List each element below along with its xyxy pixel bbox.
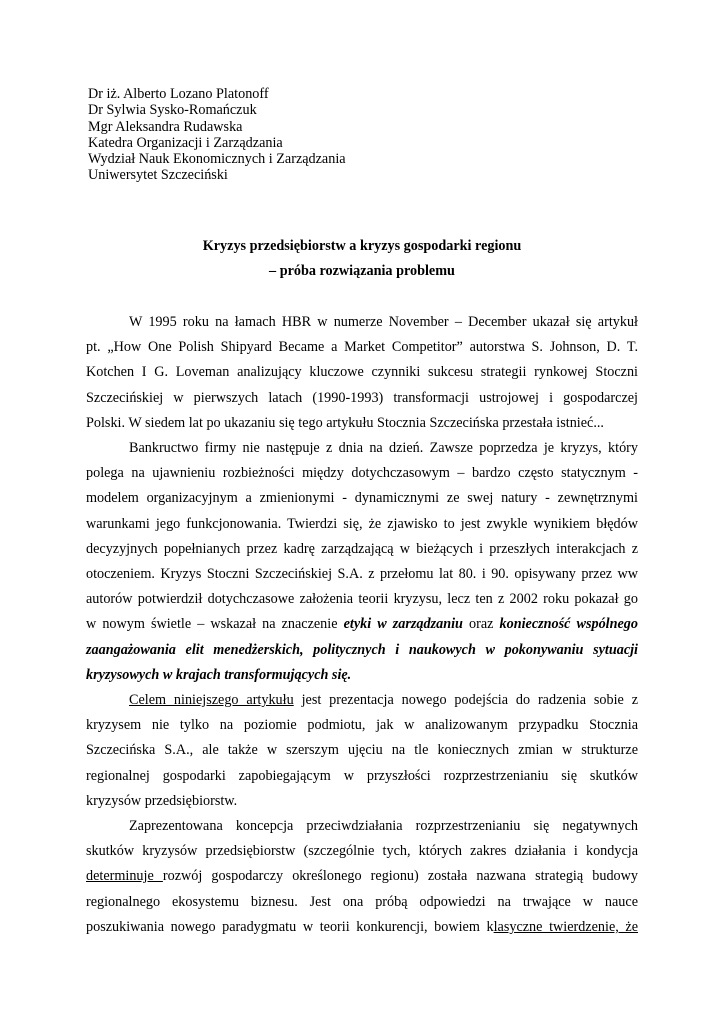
text-line: W 1995 roku na łamach HBR w numerze November – December ukazał się artykuł (129, 314, 638, 330)
text-line: warunkami jego funkcjonowania. Twierdzi się, że zjawisko to jest zwykle wynikiem błędów (86, 515, 638, 532)
text-line: otoczeniem. Kryzys Stoczni Szczecińskiej S.A. z przełomu lat 80. i 90. opisywany przez ww (86, 566, 638, 583)
text-line: pt. „How One Polish Shipyard Became a Market Competitor” autorstwa S. Johnson, D. T. (86, 339, 638, 356)
text-line (86, 612, 638, 637)
text-run: poszukiwania nowego paradygmatu w teorii konkurencji, bowiem k (86, 918, 494, 935)
author-line: Dr iż. Alberto Lozano Platonoff (88, 86, 269, 102)
text-run: w nowym świetle – wskazał na znaczenie (86, 616, 344, 633)
text-line: autorów potwierdził dotychczasowe założenia teorii kryzysu, lecz ten z 2002 roku pokazał go (86, 591, 638, 608)
body-text (86, 310, 638, 940)
text-line: regionalnej gospodarki zapobiegającym w przyszłości rozprzestrzenianiu się skutków (86, 767, 638, 784)
affiliation-department: Katedra Organizacji i Zarządzania (88, 134, 283, 151)
text-line: Zaprezentowana koncepcja przeciwdziałania rozprzestrzenianiu się negatywnych (129, 818, 638, 835)
text-line: Szczecińska S.A., ale także w szerszym ujęciu na tle koniecznych zmian w strukturze (86, 742, 638, 759)
text-line: kryzysów przedsiębiorstw. (86, 792, 238, 809)
text-line: polega na ujawnieniu rozbieżności między dotychczasowym – bardzo często statycznym - (86, 465, 638, 482)
affiliation-university: Uniwersytet Szczeciński (88, 167, 228, 184)
underlined-phrase: determinuje (86, 868, 163, 885)
affiliation-faculty: Wydział Nauk Ekonomicznych i Zarządzania (88, 151, 346, 168)
text-line (86, 915, 638, 940)
text-line-emphasis: kryzysowych w krajach transformujących się. (86, 666, 352, 683)
text-line: Szczecińskiej w pierwszych latach (1990-1993) transformacji ustrojowej i gospodarczej (86, 389, 638, 406)
text-line: kryzysem nie tylko na poziomie podmiotu, jak w analizowanym przypadku Stocznia (86, 717, 638, 734)
author-line: Dr Sylwia Sysko-Romańczuk (88, 102, 257, 119)
text-line-emphasis: zaangażowania elit menedżerskich, politycznych i naukowych w pokonywaniu sytuacji (86, 641, 638, 658)
text-line: modelem organizacyjnym a zmienionymi - dynamicznymi ze swej natury - zewnętrznymi (86, 490, 638, 507)
underlined-phrase: lasyczne twierdzenie, że (493, 918, 638, 935)
author-line: Mgr Aleksandra Rudawska (88, 118, 243, 135)
text-run: rozwój gospodarczy określonego regionu) została nazwana strategią budowy (162, 868, 638, 885)
text-line: decyzyjnych popełnianych przez kadrę zarządzającą w bieżących i przeszłych interakcjach z (86, 540, 638, 557)
title-line-2: – próba rozwiązania problemu (269, 263, 455, 279)
underlined-phrase: Celem niniejszego artykułu (129, 692, 294, 709)
title-line-1: Kryzys przedsiębiorstw a kryzys gospodarki regionu (202, 238, 522, 254)
text-line: Polski. W siedem lat po ukazaniu się tego artykułu Stocznia Szczecińska przestała istnieć... (86, 414, 604, 431)
text-line (86, 688, 638, 713)
emphasis-ethics: etyki w zarządzaniu (343, 616, 463, 633)
text-line: Bankructwo firmy nie następuje z dnia na dzień. Zawsze poprzedza je kryzys, który (129, 440, 638, 457)
paper-title (0, 234, 724, 284)
text-line: Kotchen I G. Loveman analizujący kluczowe czynniki sukcesu strategii rynkowej Stoczni (86, 364, 638, 381)
text-run: jest prezentacja nowego podejścia do radzenia sobie z (293, 692, 639, 709)
text-line (86, 864, 638, 889)
emphasis-cooperation: konieczność wspólnego (499, 616, 638, 633)
text-line: skutków kryzysów przedsiębiorstw (szczególnie tych, których zakres działania i kondycja (86, 843, 638, 860)
author-block (88, 86, 346, 184)
text-line: regionalnego ekosystemu biznesu. Jest ona próbą odpowiedzi na trwające w nauce (86, 893, 638, 910)
text-run: oraz (462, 616, 500, 633)
